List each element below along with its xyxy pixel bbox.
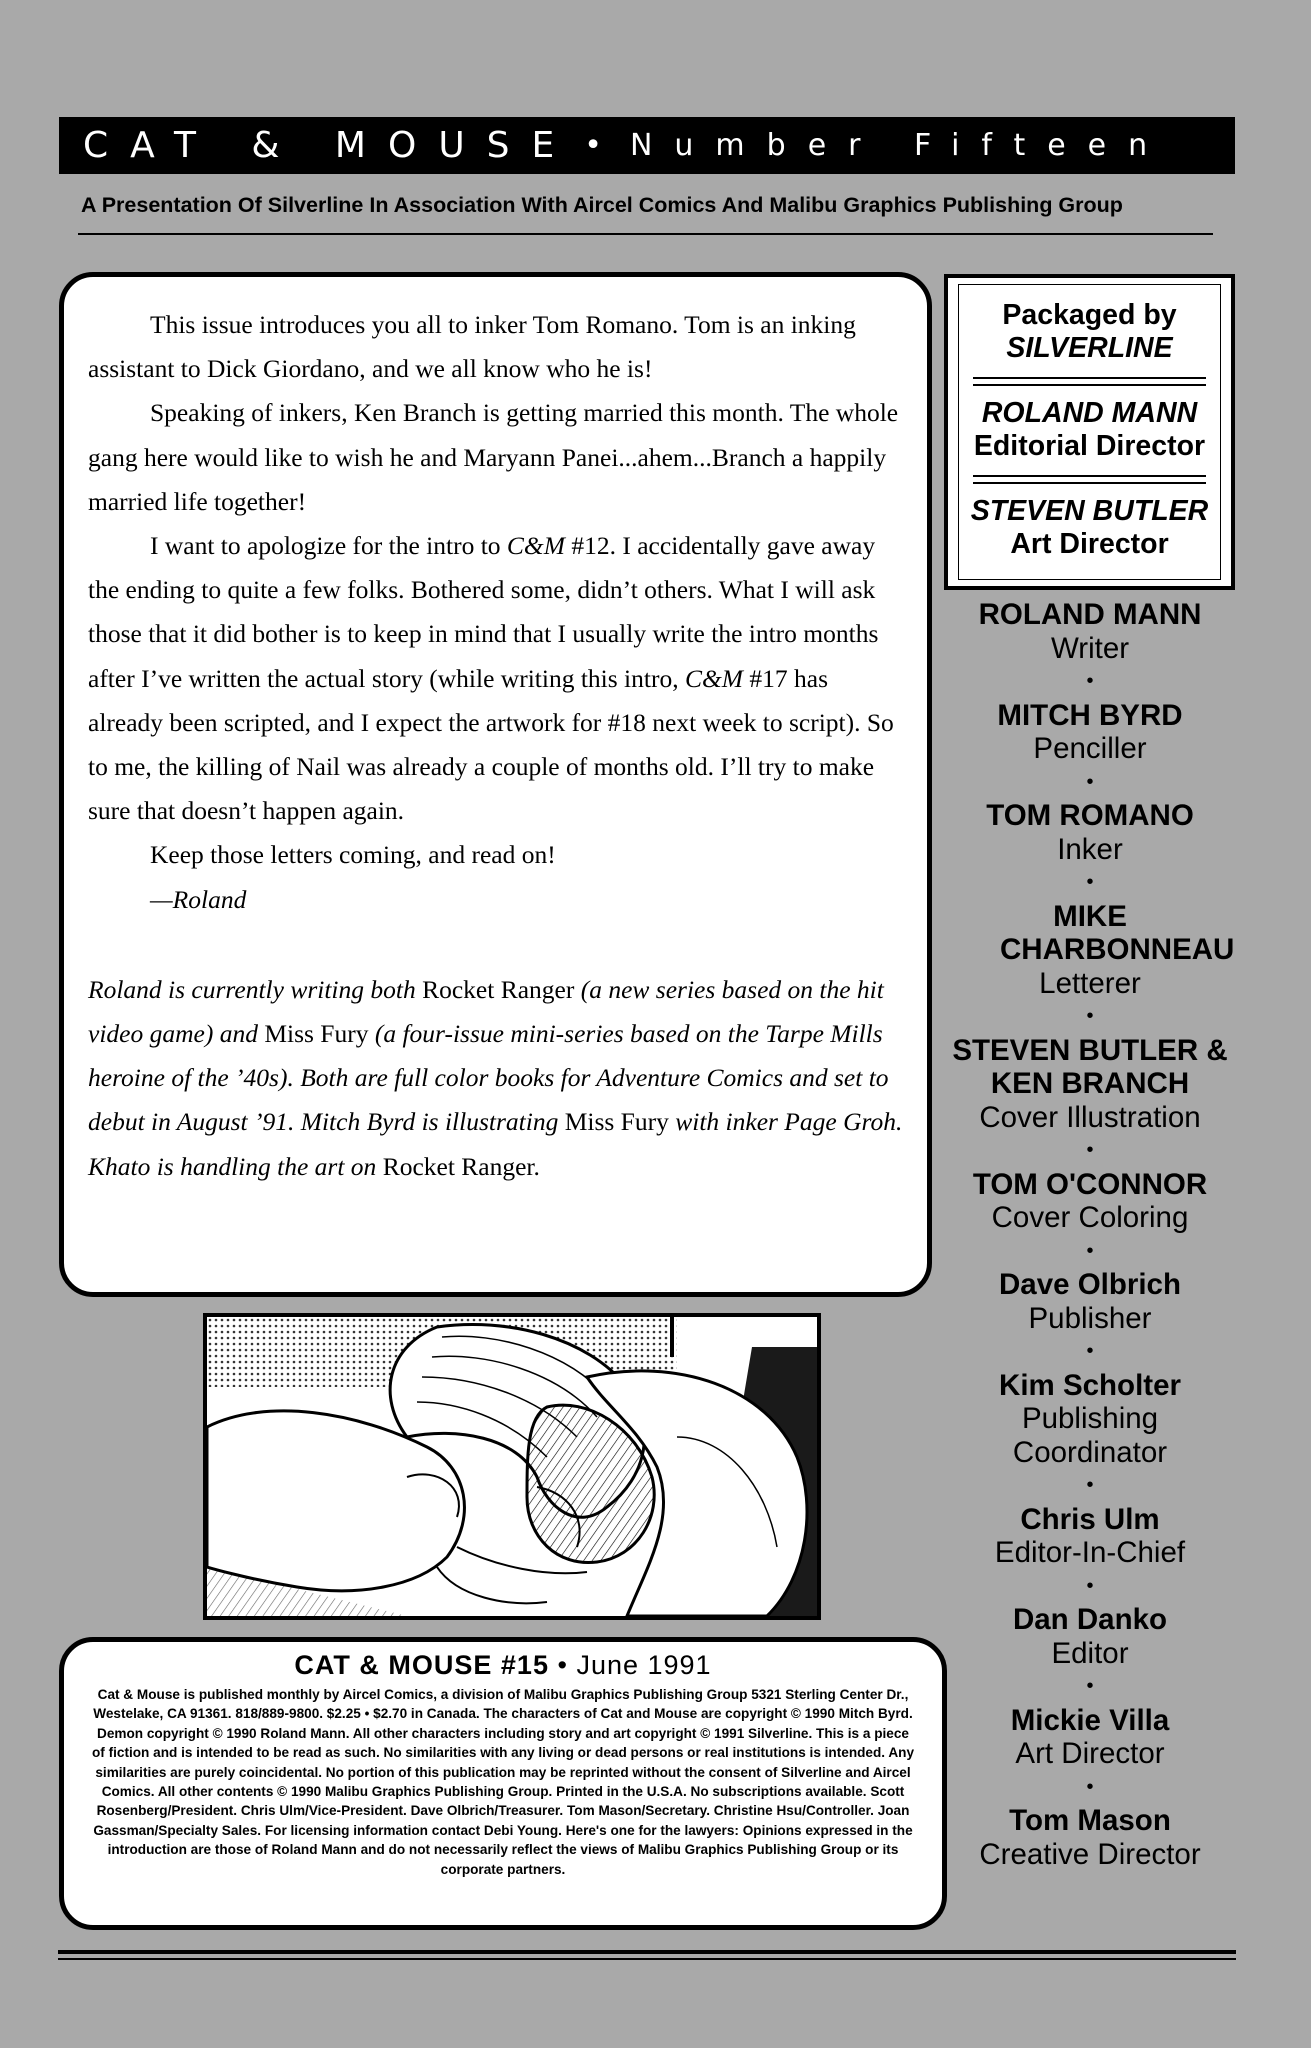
masthead-issue: Number Fifteen xyxy=(629,128,1170,163)
colophon-legal-text: Cat & Mouse is published monthly by Aircel Comics, a division of Malibu Graphics Publishing Group 5321 Sterling Center Dr., Westelake, CA 91361. 818/889-9800. $2.25 • $2.70 in Canada. The characters of Cat and Mouse are copyright © 1990 Mitch Byrd. Demon copyright © 1990 Roland Mann. All other characters including story and art copyright © 1991 Silverline. This is a piece of fiction and is intended to be read as such. No similarities with any living or dead persons or real institutions is intended. Any similarities are purely coincidental. No portion of this publication may be reprinted without the consent of Silverline and Aircel Comics. All other contents © 1990 Malibu Graphics Publishing Group. Printed in the U.S.A. No subscriptions available. Scott Rosenberg/President. Chris Ulm/Vice-President. Dave Olbrich/Treasurer. Tom Mason/Secretary. Christine Hsu/Controller. Joan Gassman/Specialty Sales. For licensing information contact Debi Young. Here's one for the lawyers: Opinions expressed in the introduction are those of Roland Mann and do not necessarily reflect the views of Malibu Graphics Publishing Group or its corporate partners. xyxy=(91,1687,915,1877)
masthead-title: CAT & MOUSE xyxy=(83,125,577,166)
credit-item: Tom Mason Creative Director xyxy=(979,1804,1201,1871)
bullet-separator: • xyxy=(1086,1239,1094,1262)
intro-signature: —Roland xyxy=(150,884,247,914)
masthead-separator: • xyxy=(584,128,624,163)
credit-item: Mickie Villa Art Director xyxy=(1010,1703,1170,1770)
bullet-separator: • xyxy=(1086,770,1094,793)
comic-panel-illustration xyxy=(203,1313,821,1620)
packager-name: SILVERLINE xyxy=(1006,332,1173,364)
editorial-director-name: ROLAND MANN xyxy=(981,397,1198,429)
presentation-subtitle: A Presentation Of Silverline In Association With Aircel Comics And Malibu Graphics Publishing Group xyxy=(81,193,1123,217)
art-director-name: STEVEN BUTLER xyxy=(970,495,1209,527)
bottom-rule-thin xyxy=(58,1958,1236,1960)
intro-paragraph-3: I want to apologize for the intro to C&M #12. I accidentally gave away the ending to quite a few folks. Bothered some, didn’t others. What I will ask those that it did bother is to keep in mind that I usually write the intro months after I’ve written the actual story (while writing this intro, C&M #17 has already been scripted, and I expect the artwork for #18 next week to script). So to me, the killing of Nail was already a couple of months old. I’ll try to make sure that doesn’t happen again. xyxy=(88,531,894,826)
bullet-separator: • xyxy=(1086,1005,1094,1027)
art-director-role: Art Director xyxy=(1010,528,1169,560)
credit-item: ROLAND MANN Writer xyxy=(978,598,1202,665)
credit-item: STEVEN BUTLER & KEN BRANCH Cover Illustration xyxy=(952,1033,1228,1134)
intro-paragraph-1: This issue introduces you all to inker Tom Romano. Tom is an inking assistant to Dick Giordano, and we all know who he is! xyxy=(88,310,856,384)
credit-item: MIKE CHARBONNEAU Letterer xyxy=(1000,899,1235,1000)
kiss-scene-artwork xyxy=(207,1317,817,1616)
intro-paragraph-4: Keep those letters coming, and read on! xyxy=(150,840,556,870)
credit-item: MITCH BYRD Penciller xyxy=(997,698,1183,765)
bullet-separator: • xyxy=(1086,670,1094,692)
intro-paragraph-2: Speaking of inkers, Ken Branch is getting married this month. The whole gang here would like to wish he and Maryann Panei...ahem...Branch a happily married life together! xyxy=(88,398,899,516)
credit-item: Dave Olbrich Publisher xyxy=(999,1268,1181,1335)
credit-item: TOM ROMANO Inker xyxy=(986,799,1194,866)
editorial-director-role: Editorial Director xyxy=(973,430,1206,462)
credit-item: TOM O'CONNOR Cover Coloring xyxy=(972,1167,1208,1234)
packaged-by-box xyxy=(944,274,1235,590)
packaged-by-label: Packaged by xyxy=(1002,299,1177,331)
bottom-rule xyxy=(58,1950,1236,1954)
credits-list xyxy=(940,598,1240,1871)
colophon-title: CAT & MOUSE #15 • June 1991 xyxy=(294,1650,712,1680)
colophon-box xyxy=(59,1637,947,1930)
bullet-separator: • xyxy=(1086,1139,1094,1161)
credit-item: Chris Ulm Editor-In-Chief xyxy=(994,1502,1186,1569)
bullet-separator: • xyxy=(1086,1775,1094,1798)
credit-item: Kim Scholter Publishing Coordinator xyxy=(999,1368,1181,1469)
credit-item: Dan Danko Editor xyxy=(1012,1603,1168,1670)
bullet-separator: • xyxy=(1086,1340,1094,1362)
intro-column xyxy=(59,272,932,1297)
packaged-divider-1 xyxy=(973,377,1206,386)
bullet-separator: • xyxy=(1086,1574,1094,1597)
bullet-separator: • xyxy=(1086,1675,1094,1697)
bullet-separator: • xyxy=(1086,1474,1094,1496)
masthead xyxy=(59,117,1235,174)
subtitle-rule xyxy=(78,233,1213,235)
bullet-separator: • xyxy=(1086,871,1094,893)
packaged-divider-2 xyxy=(973,475,1206,484)
author-note: Roland is currently writing both Rocket Ranger (a new series based on the hit video game) and Miss Fury (a four-issue mini-series based on the Tarpe Mills heroine of the ’40s). Both are full color books for Adventure Comics and set to debut in August ’91. Mitch Byrd is illustrating Miss Fury with inker Page Groh. Khato is handling the art on Rocket Ranger. xyxy=(88,974,903,1181)
